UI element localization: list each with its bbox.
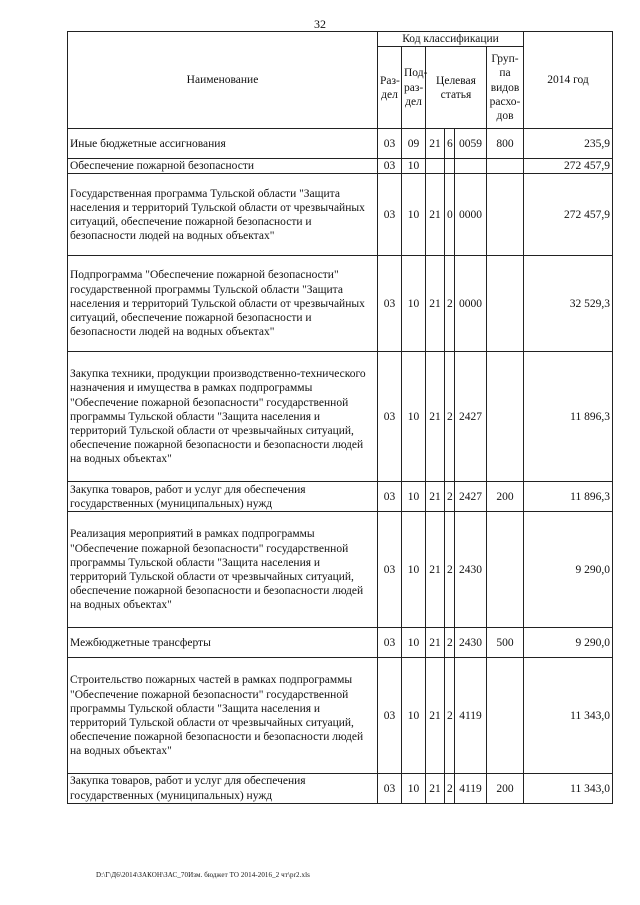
table-row	[68, 628, 613, 658]
row-amount: 272 457,9	[524, 174, 613, 256]
row-target-item: 2430	[455, 512, 487, 628]
row-target-subprogram: 2	[445, 256, 455, 352]
row-target-subprogram	[445, 159, 455, 174]
row-amount: 9 290,0	[524, 512, 613, 628]
budget-table	[67, 31, 613, 804]
row-target-program: 21	[426, 256, 445, 352]
table-row	[68, 352, 613, 482]
row-amount: 235,9	[524, 129, 613, 159]
row-amount: 32 529,3	[524, 256, 613, 352]
header-name: Наименование	[68, 32, 378, 129]
row-target-program: 21	[426, 352, 445, 482]
row-expense-group	[487, 159, 524, 174]
header-subsection: Под-раз-дел	[402, 47, 426, 129]
row-name: Обеспечение пожарной безопасности	[68, 159, 378, 174]
row-subsection: 10	[402, 174, 426, 256]
row-subsection: 10	[402, 256, 426, 352]
row-subsection: 10	[402, 159, 426, 174]
header-year: 2014 год	[524, 32, 613, 129]
row-subsection: 10	[402, 774, 426, 803]
page-number: 32	[314, 17, 326, 31]
row-target-item: 4119	[455, 774, 487, 803]
row-name: Закупка товаров, работ и услуг для обеспечения государственных (муниципальных) нужд	[68, 774, 378, 803]
row-name: Закупка товаров, работ и услуг для обеспечения государственных (муниципальных) нужд	[68, 482, 378, 512]
table-row	[68, 512, 613, 628]
row-amount: 11 896,3	[524, 352, 613, 482]
row-section: 03	[378, 482, 402, 512]
row-target-subprogram: 6	[445, 129, 455, 159]
table-row	[68, 774, 613, 803]
table-row	[68, 482, 613, 512]
row-expense-group: 200	[487, 482, 524, 512]
row-name: Реализация мероприятий в рамках подпрограммы "Обеспечение пожарной безопасности" государственной программы Тульской области "Защита населения и территорий Тульской области от чрезвычайных ситуаций, обеспечение пожарной безопасности и безопасности людей на водных объектах"	[68, 512, 378, 628]
row-amount: 11 343,0	[524, 658, 613, 774]
row-subsection: 10	[402, 352, 426, 482]
row-target-item: 2427	[455, 352, 487, 482]
row-name: Межбюджетные трансферты	[68, 628, 378, 658]
row-expense-group	[487, 174, 524, 256]
row-target-item: 4119	[455, 658, 487, 774]
row-target-program: 21	[426, 658, 445, 774]
row-target-subprogram: 2	[445, 512, 455, 628]
row-subsection: 10	[402, 628, 426, 658]
table-row	[68, 159, 613, 174]
row-target-program: 21	[426, 512, 445, 628]
row-expense-group	[487, 352, 524, 482]
row-section: 03	[378, 129, 402, 159]
row-subsection: 10	[402, 658, 426, 774]
row-expense-group: 800	[487, 129, 524, 159]
row-amount: 11 896,3	[524, 482, 613, 512]
row-name: Подпрограмма "Обеспечение пожарной безопасности" государственной программы Тульской области "Защита населения и территорий Тульской области от чрезвычайных ситуаций, обеспечение пожарной безопасности и безопасности людей на водных объектах"	[68, 256, 378, 352]
header-classification: Код классификации	[378, 32, 524, 47]
row-target-item: 2427	[455, 482, 487, 512]
row-target-program: 21	[426, 129, 445, 159]
row-section: 03	[378, 512, 402, 628]
row-section: 03	[378, 658, 402, 774]
row-subsection: 10	[402, 482, 426, 512]
row-target-item: 2430	[455, 628, 487, 658]
header-expense-group: Груп-па видов расхо-дов	[487, 47, 524, 129]
row-target-item: 0000	[455, 256, 487, 352]
row-target-item: 0059	[455, 129, 487, 159]
header-target: Целевая статья	[426, 47, 487, 129]
row-expense-group: 200	[487, 774, 524, 803]
row-section: 03	[378, 174, 402, 256]
row-target-subprogram: 2	[445, 482, 455, 512]
row-subsection: 09	[402, 129, 426, 159]
row-target-program: 21	[426, 174, 445, 256]
row-target-subprogram: 2	[445, 628, 455, 658]
row-name: Строительство пожарных частей в рамках подпрограммы "Обеспечение пожарной безопасности" государственной программы Тульской области "Защита населения и территорий Тульской области от чрезвычайных ситуаций, обеспечение пожарной безопасности и безопасности людей на водных объектах"	[68, 658, 378, 774]
row-amount: 272 457,9	[524, 159, 613, 174]
row-section: 03	[378, 774, 402, 803]
row-target-program: 21	[426, 482, 445, 512]
row-name: Закупка техники, продукции производственно-технического назначения и имущества в рамках подпрограммы "Обеспечение пожарной безопасности" государственной программы Тульской области "Защита населения и территорий Тульской области от чрезвычайных ситуаций, обеспечение пожарной безопасности и безопасности людей на водных объектах"	[68, 352, 378, 482]
row-expense-group: 500	[487, 628, 524, 658]
row-target-program: 21	[426, 774, 445, 803]
row-target-program	[426, 159, 445, 174]
row-amount: 9 290,0	[524, 628, 613, 658]
file-path-footer: D:\Г\Д6\2014\ЗАКОН\ЗАС_70Изм. бюджет ТО 2014-2016_2 чт\pr2.xls	[96, 871, 310, 879]
row-name: Государственная программа Тульской области "Защита населения и территорий Тульской области от чрезвычайных ситуаций, обеспечение пожарной безопасности и безопасности людей на водных объектах"	[68, 174, 378, 256]
row-target-subprogram: 2	[445, 658, 455, 774]
table-row	[68, 658, 613, 774]
row-amount: 11 343,0	[524, 774, 613, 803]
table-row	[68, 174, 613, 256]
row-target-subprogram: 2	[445, 774, 455, 803]
row-expense-group	[487, 512, 524, 628]
row-section: 03	[378, 352, 402, 482]
row-target-item	[455, 159, 487, 174]
row-expense-group	[487, 658, 524, 774]
table-row	[68, 256, 613, 352]
row-expense-group	[487, 256, 524, 352]
row-target-program: 21	[426, 628, 445, 658]
table-row	[68, 129, 613, 159]
row-name: Иные бюджетные ассигнования	[68, 129, 378, 159]
header-section: Раз-дел	[378, 47, 402, 129]
row-section: 03	[378, 256, 402, 352]
row-subsection: 10	[402, 512, 426, 628]
row-section: 03	[378, 628, 402, 658]
row-section: 03	[378, 159, 402, 174]
row-target-subprogram: 2	[445, 352, 455, 482]
row-target-item: 0000	[455, 174, 487, 256]
row-target-subprogram: 0	[445, 174, 455, 256]
